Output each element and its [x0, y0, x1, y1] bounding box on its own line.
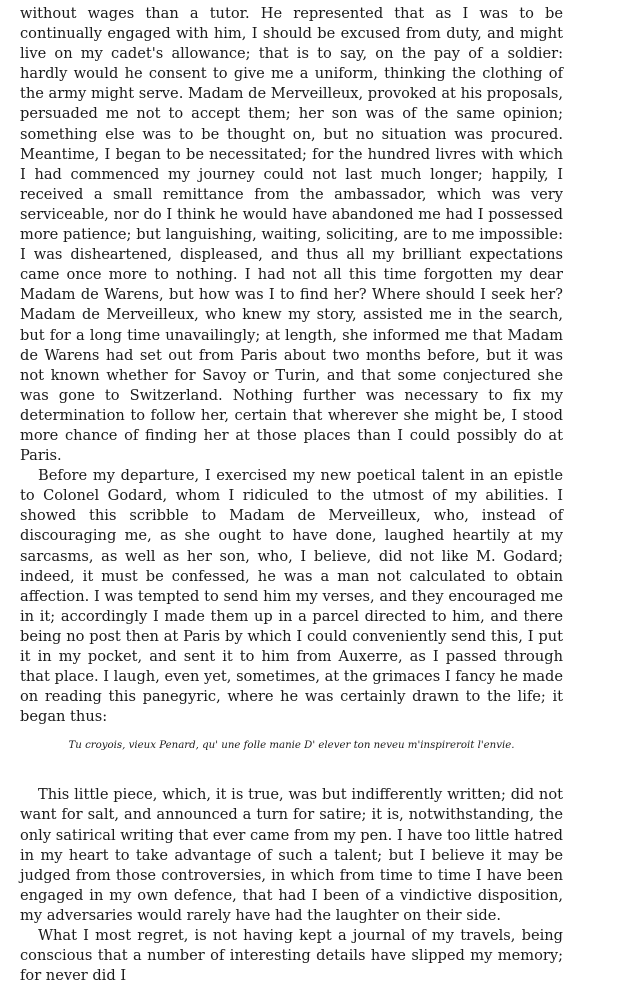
paragraph-1: without wages than a tutor. He represented that as I was to be continually engaged with him, I should be excused from duty, and might live on my cadet's allowance; that is to say, on the pay of a soldier: hardly would he consent to give me a uniform, thinking the clothing of the army might serve. Madam de Merveilleux, provoked at his proposals, persuaded me not to accept them; her son was of the same opinion; something else was to be thought on, but no situation was procured. Meantime, I began to be necessitated; for the hundred livres with which I had commenced my journey could not last much longer; happily, I received a small remittance from the ambassador, which was very serviceable, nor do I think he would have abandoned me had I possessed more patience; but languishing, waiting, soliciting, are to me impossible: I was disheartened, displeased, and thus all my brilliant expectations came once more to nothing. I had not all this time forgotten my dear Madam de Warens, but how was I to find her? Where should I seek her? Madam de Merveilleux, who knew my story, assisted me in the search, but for a long time unavailingly; at length, she informed me that Madam de Warens had set out from Paris about two months before, but it was not known whether for Savoy or Turin, and that some conjectured she was gone to Switzerland. Nothing further was necessary to fix my determination to follow her, certain that wherever she might be, I stood more chance of finding her at those places than I could possibly do at Paris.	[20, 5, 563, 465]
paragraph-2: Before my departure, I exercised my new poetical talent in an epistle to Colonel Godard, whom I ridiculed to the utmost of my abilities. I showed this scribble to Madam de Merveilleux, who, instead of discouraging me, as she ought to have done, laughed heartily at my sarcasms, as well as her son, who, I believe, did not like M. Godard; indeed, it must be confessed, he was a man not calculated to obtain affection. I was tempted to send him my verses, and they encouraged me in it; accordingly I made them up in a parcel directed to him, and there being no post then at Paris by which I could conveniently send this, I put it in my pocket, and sent it to him from Auxerre, as I passed through that place. I laugh, even yet, sometimes, at the grimaces I fancy he made on reading this panegyric, where he was certainly drawn to the life; it began thus:	[20, 467, 563, 726]
paragraph-4: What I most regret, is not having kept a journal of my travels, being conscious that a number of interesting details have slipped my memory; for never did I	[20, 927, 563, 985]
verse-quote: Tu croyois, vieux Penard, qu' une folle manie D' elever ton neveu m'inspireroit l'envie.	[68, 740, 515, 752]
paragraph-3: This little piece, which, it is true, was but indifferently written; did not want for salt, and announced a turn for satire; it is, notwithstanding, the only satirical writing that ever came from my pen. I have too little hatred in my heart to take advantage of such a talent; but I believe it may be judged from those controversies, in which from time to time I have been engaged in my own defence, that had I been of a vindictive disposition, my adversaries would rarely have had the laughter on their side.	[20, 786, 563, 924]
